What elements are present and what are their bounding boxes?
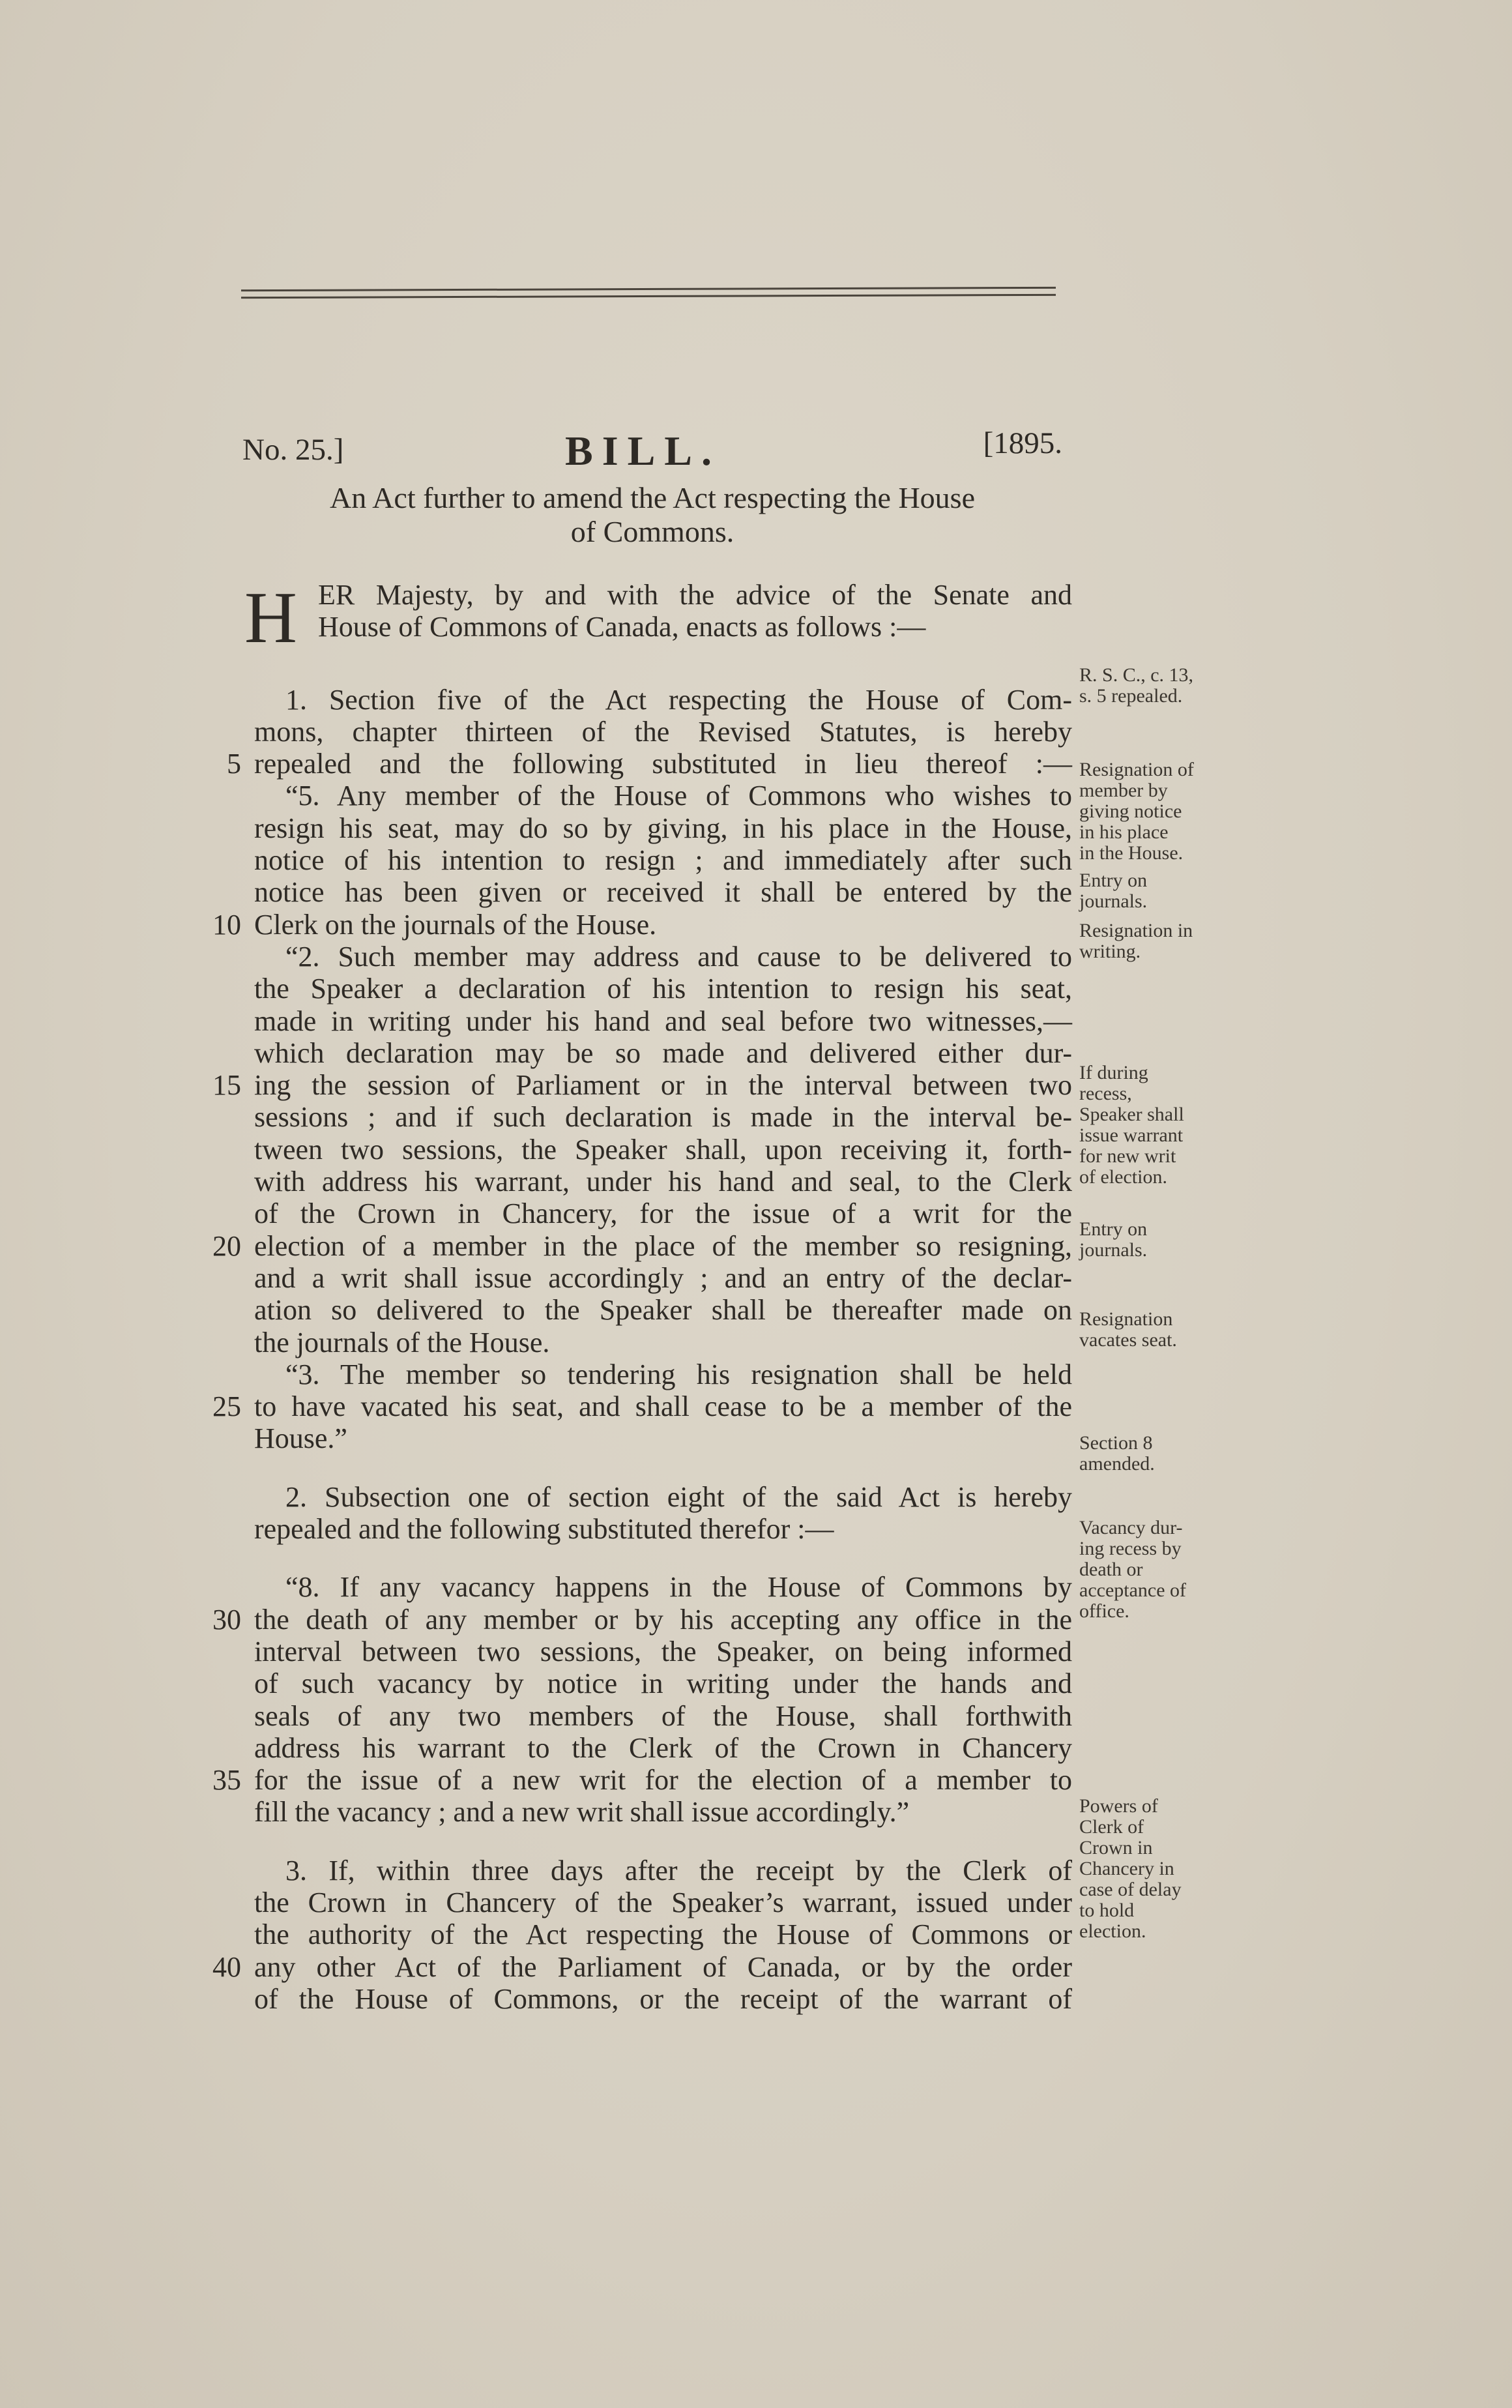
body-line: 1. Section five of the Act respecting the House of Com- [285,683,1072,716]
top-double-rule-lower [241,294,1056,299]
body-line: House.” [254,1422,347,1455]
body-line: of the House of Commons, or the receipt of the warrant of [254,1982,1072,2015]
body-line: 35 for the issue of a new writ for the election of a member to [212,1764,1072,1797]
drop-cap: H [244,578,297,658]
body-line: 25 to have vacated his seat, and shall cease to be a member of the [212,1390,1072,1423]
title-line: An Act further to amend the Act respecting the House [330,481,975,514]
body-line: and a writ shall issue accordingly ; and an entry of the declar- [254,1261,1072,1294]
preamble-line: ER Majesty, by and with the advice of the Senate and [318,579,1072,611]
margin-note: Entry on journals. [1079,870,1148,912]
body-line: the Crown in Chancery of the Speaker’s warrant, issued under [254,1886,1072,1918]
preamble-line: House of Commons of Canada, enacts as follows :— [318,611,926,643]
body-line: of the Crown in Chancery, for the issue of a writ for the [254,1197,1072,1230]
body-line: 10 Clerk on the journals of the House. [212,908,657,941]
body-line: notice has been given or received it shall be entered by the [254,876,1072,909]
body-line: notice of his intention to resign ; and immediately after such [254,844,1072,877]
bill-heading: BILL. [565,428,721,474]
margin-note: Powers of Clerk of Crown in Chancery in case of delay to hold election. [1079,1795,1182,1942]
margin-note: Resignation in writing. [1079,920,1193,962]
body-line: fill the vacancy ; and a new writ shall issue accordingly.” [254,1796,910,1828]
body-line: “2. Such member may address and cause to be delivered to [285,940,1072,973]
body-line: of such vacancy by notice in writing under the hands and [254,1667,1072,1700]
body-line: “5. Any member of the House of Commons who wishes to [285,780,1072,812]
bill-body [202,579,1079,2015]
body-line: tween two sessions, the Speaker shall, upon receiving it, forth- [254,1133,1072,1166]
bill-title [242,481,1062,549]
body-line: “8. If any vacancy happens in the House of Commons by [285,1571,1072,1604]
margin-note: Vacancy dur- ing recess by death or acceptance of office. [1079,1517,1187,1622]
title-line: of Commons. [570,515,734,548]
body-line: the authority of the Act respecting the House of Commons or [254,1918,1072,1951]
body-line: sessions ; and if such declaration is made in the interval be- [254,1101,1072,1134]
margin-note: Entry on journals. [1079,1218,1148,1261]
body-line: the journals of the House. [254,1326,550,1358]
body-line: seals of any two members of the House, shall forthwith [254,1699,1072,1732]
bill-number: No. 25.] [242,433,344,467]
body-line: 20 election of a member in the place of the member so resigning, [212,1229,1072,1262]
body-line: 15 ing the session of Parliament or in the interval between two [212,1069,1072,1102]
bill-header [242,427,1062,479]
body-line: which declaration may be so made and delivered either dur- [254,1036,1072,1069]
body-line: interval between two sessions, the Speaker, on being informed [254,1635,1072,1667]
body-line: the Speaker a declaration of his intention to resign his seat, [254,973,1072,1005]
body-line: 40 any other Act of the Parliament of Canada, or by the order [212,1950,1072,1983]
body-line: 30 the death of any member or by his accepting any office in the [212,1603,1072,1636]
body-line: 5 repealed and the following substituted in lieu thereof :— [227,748,1072,780]
body-line: made in writing under his hand and seal before two witnesses,— [254,1005,1072,1037]
margin-note: Resignation of member by giving notice in his place in the House. [1079,759,1194,864]
body-line: 3. If, within three days after the receipt by the Clerk of [285,1854,1072,1887]
body-line: ation so delivered to the Speaker shall be thereafter made on [254,1294,1072,1327]
margin-note: If during recess, Speaker shall issue warrant for new writ of election. [1079,1062,1184,1188]
margin-note: Resignation vacates seat. [1079,1308,1177,1351]
body-line: 2. Subsection one of section eight of the said Act is hereby [285,1480,1072,1513]
body-line: resign his seat, may do so by giving, in his place in the House, [254,812,1072,844]
body-line: “3. The member so tendering his resignation shall be held [285,1358,1072,1390]
bill-year: [1895. [983,426,1062,460]
body-line: with address his warrant, under his hand and seal, to the Clerk [254,1166,1072,1198]
body-line: mons, chapter thirteen of the Revised Statutes, is hereby [254,715,1072,748]
margin-note: R. S. C., c. 13, s. 5 repealed. [1079,664,1194,707]
body-line: repealed and the following substituted therefor :— [254,1513,834,1546]
top-double-rule-upper [241,287,1056,291]
body-line: address his warrant to the Clerk of the Crown in Chancery [254,1731,1072,1764]
margin-note: Section 8 amended. [1079,1432,1155,1475]
